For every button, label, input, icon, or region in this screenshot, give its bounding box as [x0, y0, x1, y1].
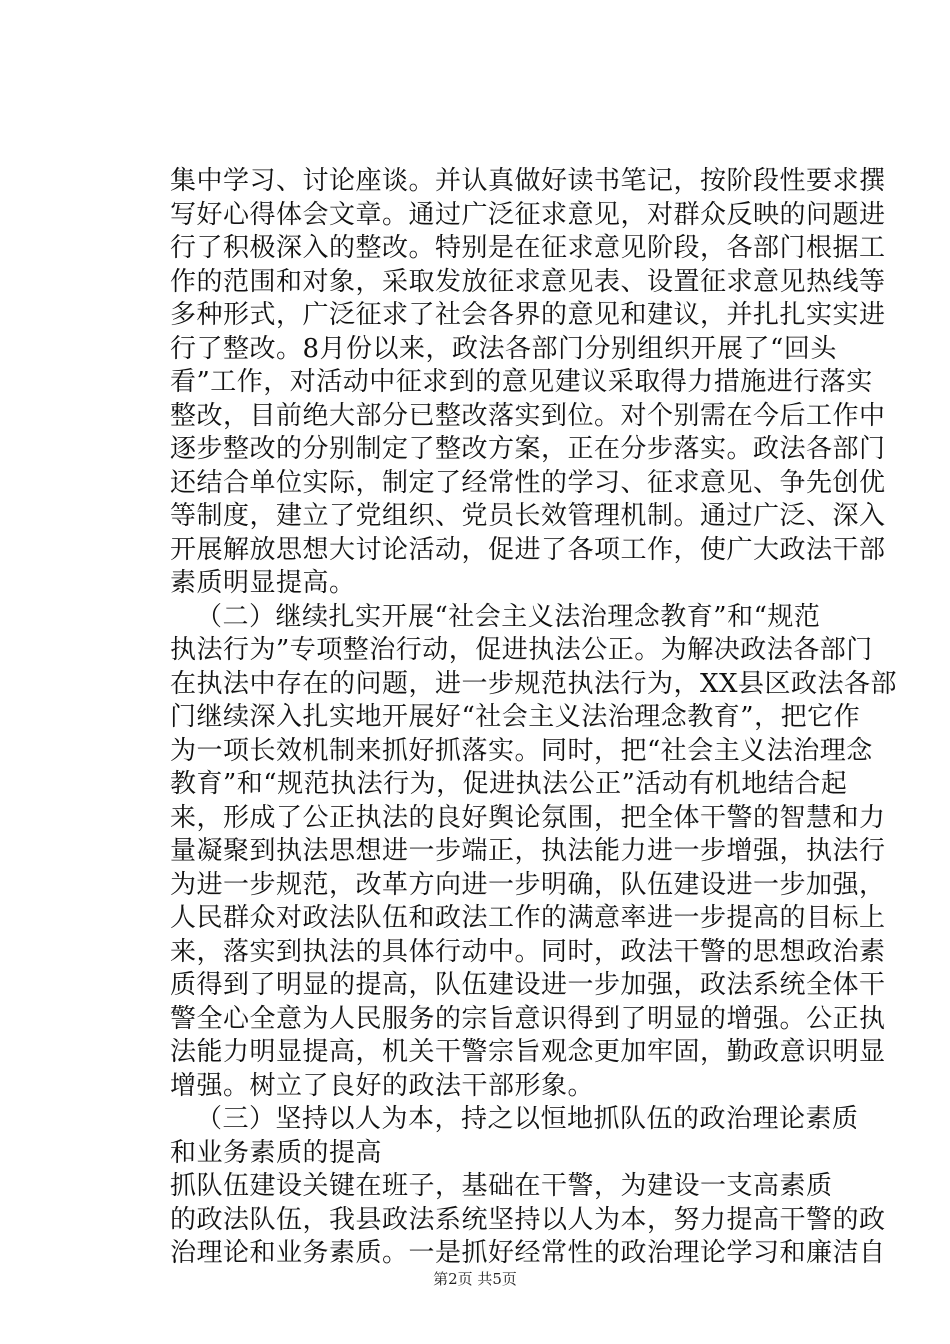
body-line: 增强。树立了良好的政法干部形象。 [170, 1070, 595, 1101]
body-line: 等制度，建立了党组织、党员长效管理机制。通过广泛、深入 [170, 501, 886, 531]
section-heading-line: （二）继续扎实开展“社会主义法治理念教育”和“规范 [196, 601, 821, 632]
page-number-footer: 第2页 共5页 [433, 1270, 517, 1288]
body-line: 治理论和业务素质。一是抓好经常性的政治理论学习和廉洁自 [170, 1238, 886, 1268]
body-line: 质得到了明显的提高，队伍建设进一步加强，政法系统全体干 [170, 970, 886, 1000]
body-line: 逐步整改的分别制定了整改方案，正在分步落实。政法各部门 [170, 434, 886, 464]
body-line: 法能力明显提高，机关干警宗旨观念更加牢固，勤政意识明显 [170, 1037, 886, 1067]
body-line: 写好心得体会文章。通过广泛征求意见，对群众反映的问题进 [170, 199, 886, 230]
body-line: 在执法中存在的问题，进一步规范执法行为，XX县区政法各部 [170, 668, 898, 699]
body-line: 门继续深入扎实地开展好“社会主义法治理念教育”，把它作 [170, 702, 861, 732]
paragraph-start-line: 抓队伍建设关键在班子，基础在干警，为建设一支高素质 [170, 1171, 833, 1201]
body-line: 看”工作，对活动中征求到的意见建议采取得力措施进行落实 [170, 367, 873, 397]
section-heading-line: （三）坚持以人为本，持之以恒地抓队伍的政治理论素质 [196, 1104, 859, 1134]
body-line: 多种形式，广泛征求了社会各界的意见和建议，并扎扎实实进 [170, 300, 886, 330]
body-line: 集中学习、讨论座谈。并认真做好读书笔记，按阶段性要求撰 [170, 166, 886, 196]
section-heading-line: 和业务素质的提高 [170, 1137, 383, 1168]
body-line: 警全心全意为人民服务的宗旨意识得到了明显的增强。公正执 [170, 1003, 886, 1034]
body-line: 来，落实到执法的具体行动中。同时，政法干警的思想政治素 [170, 936, 886, 967]
body-line: 量凝聚到执法思想进一步端正，执法能力进一步增强，执法行 [170, 836, 886, 866]
document-body [170, 165, 898, 1271]
body-line: 整改，目前绝大部分已整改落实到位。对个别需在今后工作中 [170, 400, 886, 431]
body-line: 开展解放思想大讨论活动，促进了各项工作，使广大政法干部 [170, 534, 886, 565]
body-line: 来，形成了公正执法的良好舆论氛围，把全体干警的智慧和力 [170, 802, 886, 833]
body-line: 为一项长效机制来抓好抓落实。同时，把“社会主义法治理念 [170, 735, 873, 766]
body-line: 教育”和“规范执法行为，促进执法公正”活动有机地结合起 [170, 769, 848, 799]
body-line: 行了积极深入的整改。特别是在征求意见阶段，各部门根据工 [170, 233, 886, 263]
body-line: 素质明显提高。 [170, 568, 356, 598]
body-line: 为进一步规范，改革方向进一步明确，队伍建设进一步加强， [170, 869, 886, 900]
body-line: 作的范围和对象，采取发放征求意见表、设置征求意见热线等 [170, 266, 886, 297]
body-line: 还结合单位实际，制定了经常性的学习、征求意见、争先创优 [170, 467, 886, 498]
body-line: 的政法队伍，我县政法系统坚持以人为本，努力提高干警的政 [170, 1204, 886, 1235]
body-line: 人民群众对政法队伍和政法工作的满意率进一步提高的目标上 [170, 903, 886, 933]
body-line: 执法行为”专项整治行动，促进执法公正。为解决政法各部门 [170, 635, 873, 665]
body-line: 行了整改。8月份以来，政法各部门分别组织开展了“回头 [170, 333, 837, 364]
